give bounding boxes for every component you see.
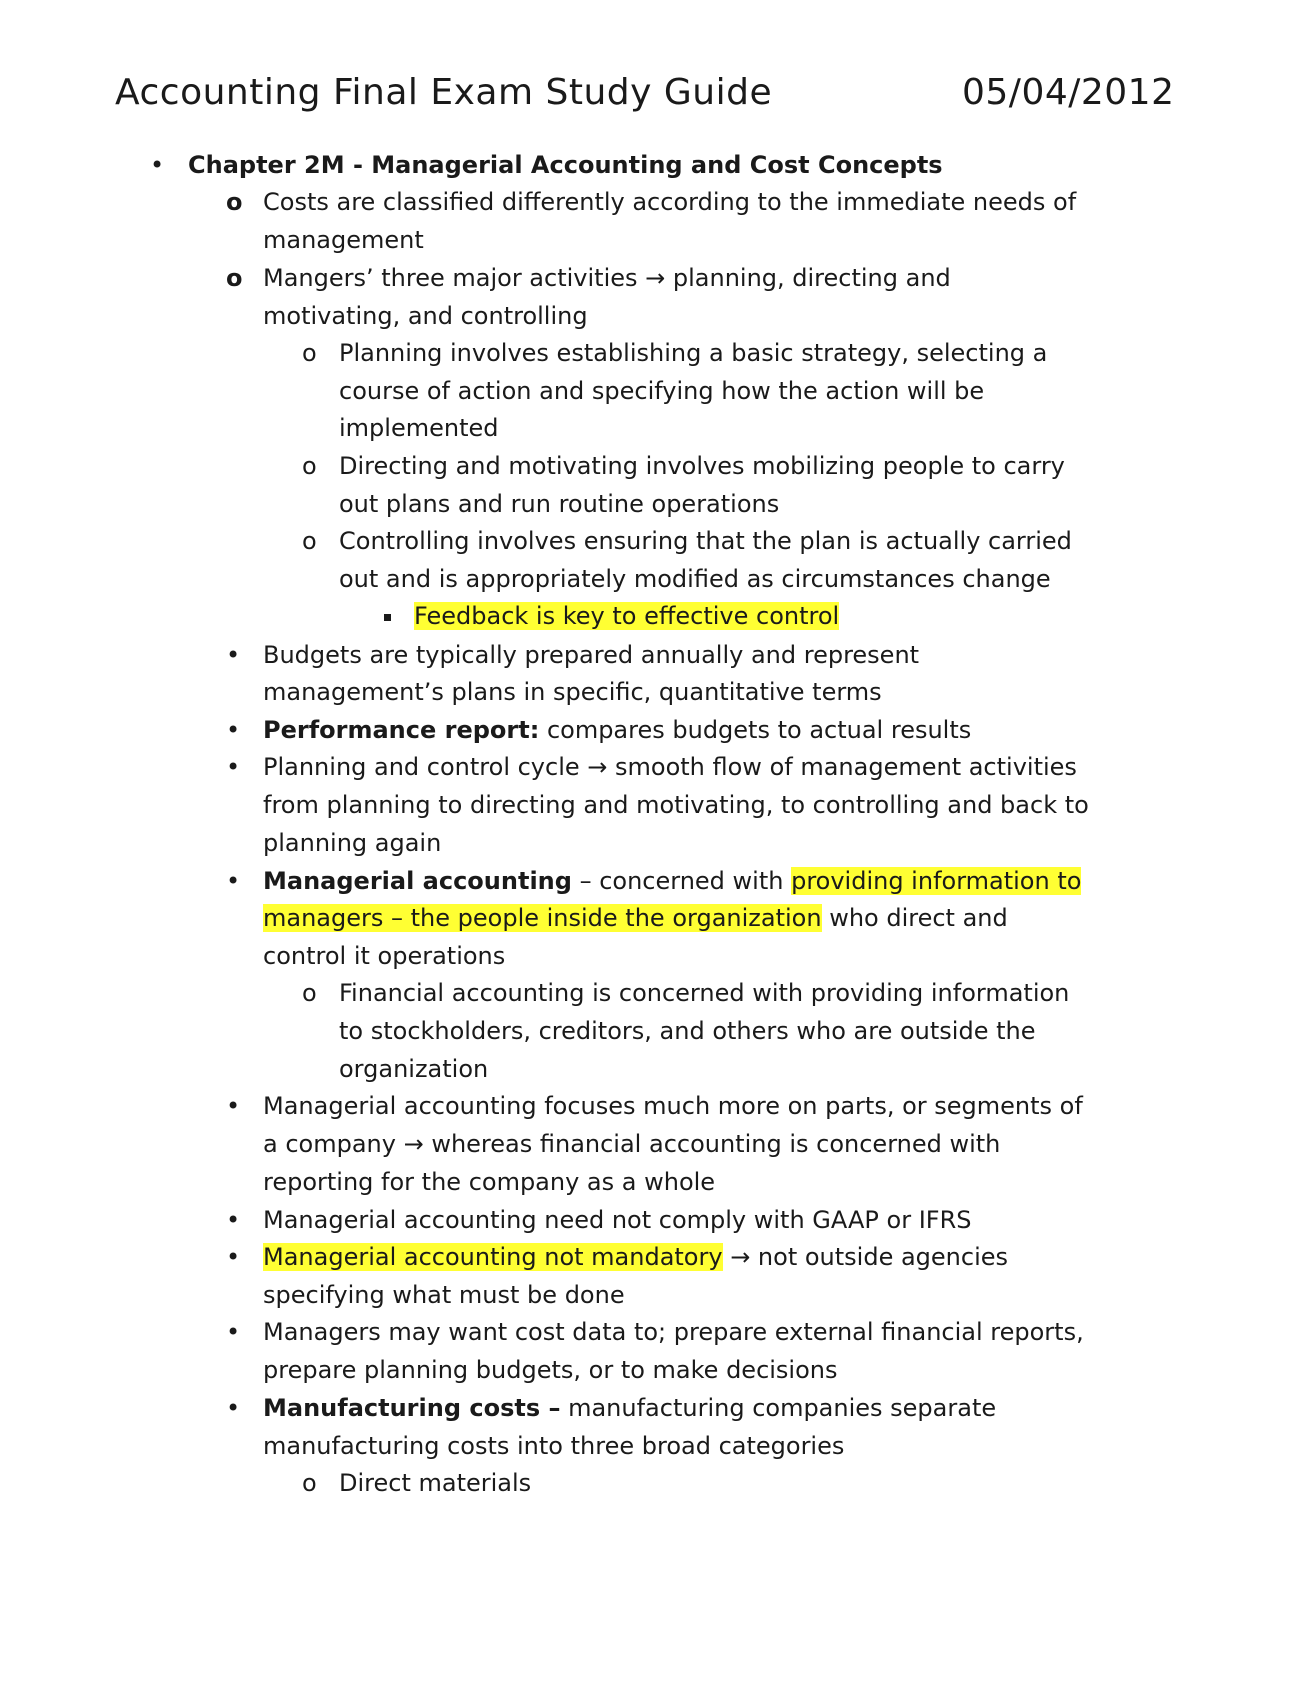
list-item-text: from planning to directing and motivating, to controlling and back to	[263, 791, 1089, 819]
list-item-text: Planning and control cycle → smooth flow of management activities	[263, 753, 1077, 781]
list-item-text: specifying what must be done	[263, 1281, 625, 1309]
list-item-text: Manufacturing costs – manufacturing companies separate	[263, 1394, 997, 1422]
list-item-text: a company → whereas financial accounting is concerned with	[263, 1130, 1001, 1158]
list-item-text: implemented	[339, 414, 499, 442]
bullet-marker: •	[150, 151, 165, 179]
highlighted-text: managers – the people inside the organization	[263, 904, 822, 932]
circle-marker: o	[226, 264, 243, 292]
circle-marker: o	[302, 527, 317, 555]
list-item-text: organization	[339, 1055, 489, 1083]
list-item-text: manufacturing costs into three broad categories	[263, 1432, 845, 1460]
list-item-text: management’s plans in specific, quantitative terms	[263, 678, 882, 706]
list-item-text: Managerial accounting – concerned with providing information to	[263, 867, 1082, 895]
circle-marker: o	[302, 452, 317, 480]
list-item-text: Direct materials	[339, 1469, 532, 1497]
list-item-text: control it operations	[263, 942, 506, 970]
list-item-text: Managerial accounting focuses much more on parts, or segments of	[263, 1092, 1083, 1120]
circle-marker: o	[302, 979, 317, 1007]
bullet-marker: •	[226, 641, 241, 669]
document-date: 05/04/2012	[962, 72, 1175, 113]
list-item-text: to stockholders, creditors, and others who are outside the	[339, 1017, 1036, 1045]
bullet-marker: •	[226, 867, 241, 895]
list-item-text: Financial accounting is concerned with providing information	[339, 979, 1070, 1007]
chapter-heading: Chapter 2M - Managerial Accounting and Cost Concepts	[188, 151, 943, 179]
document-title: Accounting Final Exam Study Guide	[115, 72, 773, 113]
list-item-text: Costs are classified differently according to the immediate needs of	[263, 188, 1077, 216]
bullet-marker: •	[226, 1243, 241, 1271]
highlighted-text: Managerial accounting not mandatory	[263, 1243, 723, 1271]
list-item-text: out plans and run routine operations	[339, 490, 780, 518]
highlighted-text: providing information to	[791, 867, 1082, 895]
list-item-text: out and is appropriately modified as circumstances change	[339, 565, 1051, 593]
list-item-text: motivating, and controlling	[263, 302, 588, 330]
square-bullet-marker	[384, 597, 391, 635]
list-item-text: Mangers’ three major activities → planning, directing and	[263, 264, 951, 292]
list-item-text: Planning involves establishing a basic strategy, selecting a	[339, 339, 1048, 367]
list-item-text: management	[263, 226, 424, 254]
bullet-marker: •	[226, 1092, 241, 1120]
highlighted-text: Feedback is key to effective control	[414, 602, 840, 630]
list-item-text: prepare planning budgets, or to make decisions	[263, 1356, 838, 1384]
list-item-text: Directing and motivating involves mobilizing people to carry	[339, 452, 1065, 480]
bullet-marker: •	[226, 1318, 241, 1346]
list-item-text: managers – the people inside the organization who direct and	[263, 904, 1008, 932]
list-item-text: Managerial accounting need not comply with GAAP or IFRS	[263, 1206, 972, 1234]
circle-marker: o	[302, 1469, 317, 1497]
bullet-marker: •	[226, 1206, 241, 1234]
list-item-text: course of action and specifying how the action will be	[339, 377, 985, 405]
list-item-text: Performance report: compares budgets to actual results	[263, 716, 972, 744]
list-item-text: Controlling involves ensuring that the plan is actually carried	[339, 527, 1072, 555]
circle-marker: o	[226, 188, 243, 216]
list-item-text	[414, 597, 839, 635]
circle-marker: o	[302, 339, 317, 367]
bullet-marker: •	[226, 753, 241, 781]
bullet-marker: •	[226, 716, 241, 744]
list-item-text: Budgets are typically prepared annually and represent	[263, 641, 920, 669]
list-item-text: Managers may want cost data to; prepare external financial reports,	[263, 1318, 1084, 1346]
list-item-text: Managerial accounting not mandatory → not outside agencies	[263, 1243, 1009, 1271]
list-item-text: planning again	[263, 829, 442, 857]
list-item-text: reporting for the company as a whole	[263, 1168, 716, 1196]
bullet-marker: •	[226, 1394, 241, 1422]
